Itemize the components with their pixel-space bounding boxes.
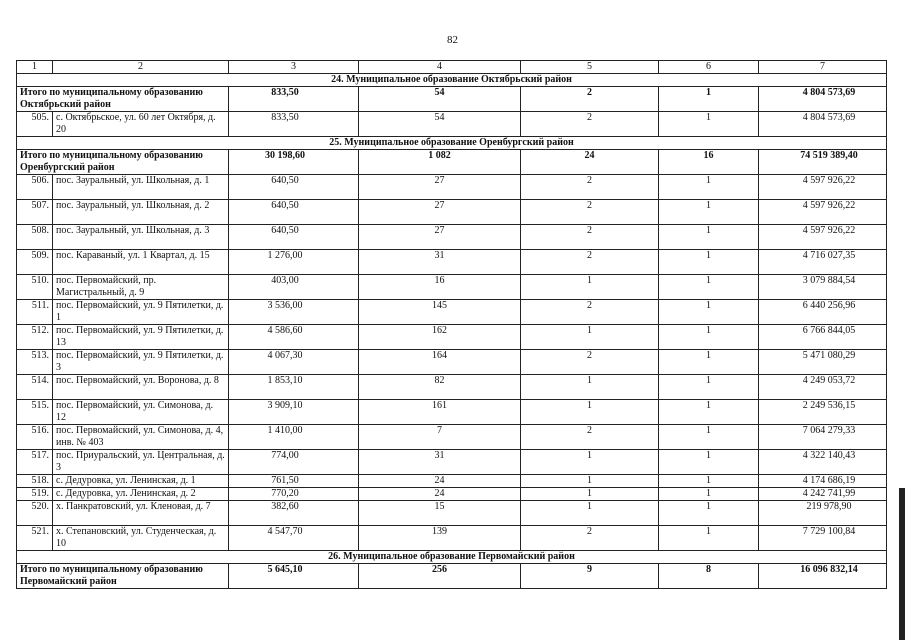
- column-5-cell: 1: [521, 325, 659, 350]
- address-cell: пос. Зауральный, ул. Школьная, д. 3: [53, 225, 229, 250]
- residents-cell: 24: [359, 488, 521, 501]
- row-number-cell: 517.: [17, 450, 53, 475]
- column-5-cell: 1: [521, 475, 659, 488]
- area-cell: 382,60: [229, 501, 359, 526]
- table-row: [17, 425, 887, 450]
- address-cell: х. Степановский, ул. Студенческая, д. 10: [53, 526, 229, 551]
- column-5-cell: 2: [521, 200, 659, 225]
- address-cell: пос. Первомайский, ул. Симонова, д. 4, инв. № 403: [53, 425, 229, 450]
- row-number-cell: 514.: [17, 375, 53, 400]
- cost-cell: 74 519 389,40: [759, 150, 887, 175]
- address-cell: пос. Первомайский, ул. Воронова, д. 8: [53, 375, 229, 400]
- residents-cell: 145: [359, 300, 521, 325]
- table-row: [17, 488, 887, 501]
- address-cell: пос. Первомайский, ул. 9 Пятилетки, д. 13: [53, 325, 229, 350]
- column-number-row: [17, 61, 887, 74]
- cost-cell: 7 729 100,84: [759, 526, 887, 551]
- column-6-cell: 1: [659, 250, 759, 275]
- column-5-cell: 2: [521, 112, 659, 137]
- area-cell: 774,00: [229, 450, 359, 475]
- address-cell: пос. Приуральский, ул. Центральная, д. 3: [53, 450, 229, 475]
- column-6-cell: 1: [659, 400, 759, 425]
- table-row: [17, 450, 887, 475]
- column-5-cell: 2: [521, 425, 659, 450]
- column-5-cell: 9: [521, 564, 659, 589]
- table-row: [17, 400, 887, 425]
- column-number: 4: [359, 61, 521, 74]
- cost-cell: 7 064 279,33: [759, 425, 887, 450]
- total-label: Итого по муниципальному образованию Первомайский район: [17, 564, 229, 589]
- residents-cell: 54: [359, 87, 521, 112]
- area-cell: 403,00: [229, 275, 359, 300]
- column-6-cell: 1: [659, 225, 759, 250]
- cost-cell: 2 249 536,15: [759, 400, 887, 425]
- table-row: [17, 175, 887, 200]
- section-header-row: [17, 137, 887, 150]
- residents-cell: 27: [359, 200, 521, 225]
- area-cell: 1 853,10: [229, 375, 359, 400]
- section-title: 25. Муниципальное образование Оренбургский район: [17, 137, 887, 150]
- column-6-cell: 1: [659, 87, 759, 112]
- column-number: 6: [659, 61, 759, 74]
- residents-cell: 162: [359, 325, 521, 350]
- cost-cell: 6 440 256,96: [759, 300, 887, 325]
- cost-cell: 4 804 573,69: [759, 112, 887, 137]
- row-number-cell: 511.: [17, 300, 53, 325]
- residents-cell: 15: [359, 501, 521, 526]
- total-row: [17, 564, 887, 589]
- column-5-cell: 2: [521, 87, 659, 112]
- residents-cell: 82: [359, 375, 521, 400]
- table-row: [17, 250, 887, 275]
- section-title: 24. Муниципальное образование Октябрьский район: [17, 74, 887, 87]
- cost-cell: 5 471 080,29: [759, 350, 887, 375]
- residents-cell: 1 082: [359, 150, 521, 175]
- address-cell: пос. Первомайский, ул. 9 Пятилетки, д. 1: [53, 300, 229, 325]
- row-number-cell: 510.: [17, 275, 53, 300]
- area-cell: 30 198,60: [229, 150, 359, 175]
- area-cell: 640,50: [229, 225, 359, 250]
- residents-cell: 54: [359, 112, 521, 137]
- row-number-cell: 505.: [17, 112, 53, 137]
- cost-cell: 4 249 053,72: [759, 375, 887, 400]
- area-cell: 1 410,00: [229, 425, 359, 450]
- area-cell: 3 909,10: [229, 400, 359, 425]
- row-number-cell: 521.: [17, 526, 53, 551]
- area-cell: 761,50: [229, 475, 359, 488]
- column-6-cell: 1: [659, 375, 759, 400]
- column-6-cell: 1: [659, 350, 759, 375]
- column-5-cell: 2: [521, 300, 659, 325]
- column-6-cell: 1: [659, 325, 759, 350]
- residents-cell: 256: [359, 564, 521, 589]
- address-cell: х. Панкратовский, ул. Кленовая, д. 7: [53, 501, 229, 526]
- residents-cell: 24: [359, 475, 521, 488]
- column-6-cell: 1: [659, 501, 759, 526]
- residents-cell: 164: [359, 350, 521, 375]
- column-6-cell: 1: [659, 450, 759, 475]
- column-6-cell: 1: [659, 300, 759, 325]
- column-6-cell: 1: [659, 112, 759, 137]
- column-5-cell: 24: [521, 150, 659, 175]
- area-cell: 1 276,00: [229, 250, 359, 275]
- residents-cell: 27: [359, 175, 521, 200]
- residents-cell: 139: [359, 526, 521, 551]
- area-cell: 640,50: [229, 175, 359, 200]
- total-label: Итого по муниципальному образованию Оренбургский район: [17, 150, 229, 175]
- row-number-cell: 516.: [17, 425, 53, 450]
- address-cell: с. Октябрьское, ул. 60 лет Октября, д. 20: [53, 112, 229, 137]
- table-body: [17, 61, 887, 589]
- cost-cell: 4 597 926,22: [759, 225, 887, 250]
- column-5-cell: 1: [521, 488, 659, 501]
- residents-cell: 31: [359, 450, 521, 475]
- column-6-cell: 8: [659, 564, 759, 589]
- area-cell: 4 586,60: [229, 325, 359, 350]
- column-5-cell: 1: [521, 450, 659, 475]
- column-6-cell: 1: [659, 475, 759, 488]
- residents-cell: 16: [359, 275, 521, 300]
- section-header-row: [17, 74, 887, 87]
- table-row: [17, 112, 887, 137]
- column-5-cell: 2: [521, 250, 659, 275]
- section-title: 26. Муниципальное образование Первомайский район: [17, 551, 887, 564]
- row-number-cell: 518.: [17, 475, 53, 488]
- cost-cell: 4 716 027,35: [759, 250, 887, 275]
- section-header-row: [17, 551, 887, 564]
- table-row: [17, 200, 887, 225]
- table-row: [17, 526, 887, 551]
- cost-cell: 3 079 884,54: [759, 275, 887, 300]
- area-cell: 770,20: [229, 488, 359, 501]
- cost-cell: 4 242 741,99: [759, 488, 887, 501]
- row-number-cell: 507.: [17, 200, 53, 225]
- cost-cell: 219 978,90: [759, 501, 887, 526]
- table-row: [17, 225, 887, 250]
- table-row: [17, 375, 887, 400]
- row-number-cell: 508.: [17, 225, 53, 250]
- address-cell: с. Дедуровка, ул. Ленинская, д. 1: [53, 475, 229, 488]
- row-number-cell: 506.: [17, 175, 53, 200]
- table-row: [17, 475, 887, 488]
- table-row: [17, 350, 887, 375]
- cost-cell: 4 597 926,22: [759, 200, 887, 225]
- column-6-cell: 1: [659, 488, 759, 501]
- area-cell: 4 547,70: [229, 526, 359, 551]
- column-5-cell: 2: [521, 526, 659, 551]
- page-number: 82: [447, 34, 458, 46]
- column-5-cell: 2: [521, 175, 659, 200]
- cost-cell: 4 174 686,19: [759, 475, 887, 488]
- cost-cell: 6 766 844,05: [759, 325, 887, 350]
- column-5-cell: 1: [521, 375, 659, 400]
- residents-cell: 31: [359, 250, 521, 275]
- total-label: Итого по муниципальному образованию Октябрьский район: [17, 87, 229, 112]
- scan-edge-mark: [899, 488, 905, 640]
- cost-cell: 4 322 140,43: [759, 450, 887, 475]
- total-row: [17, 87, 887, 112]
- row-number-cell: 512.: [17, 325, 53, 350]
- row-number-cell: 515.: [17, 400, 53, 425]
- address-cell: пос. Зауральный, ул. Школьная, д. 1: [53, 175, 229, 200]
- column-6-cell: 16: [659, 150, 759, 175]
- column-5-cell: 2: [521, 350, 659, 375]
- area-cell: 640,50: [229, 200, 359, 225]
- residents-cell: 27: [359, 225, 521, 250]
- cost-cell: 4 597 926,22: [759, 175, 887, 200]
- column-5-cell: 1: [521, 501, 659, 526]
- residents-cell: 7: [359, 425, 521, 450]
- area-cell: 5 645,10: [229, 564, 359, 589]
- address-cell: пос. Первомайский, пр. Магистральный, д. 9: [53, 275, 229, 300]
- area-cell: 833,50: [229, 87, 359, 112]
- column-number: 1: [17, 61, 53, 74]
- table-row: [17, 275, 887, 300]
- cost-cell: 4 804 573,69: [759, 87, 887, 112]
- table-row: [17, 300, 887, 325]
- column-6-cell: 1: [659, 175, 759, 200]
- area-cell: 4 067,30: [229, 350, 359, 375]
- residents-cell: 161: [359, 400, 521, 425]
- area-cell: 833,50: [229, 112, 359, 137]
- row-number-cell: 509.: [17, 250, 53, 275]
- column-5-cell: 1: [521, 275, 659, 300]
- total-row: [17, 150, 887, 175]
- column-6-cell: 1: [659, 425, 759, 450]
- address-cell: пос. Первомайский, ул. Симонова, д. 12: [53, 400, 229, 425]
- address-cell: пос. Первомайский, ул. 9 Пятилетки, д. 3: [53, 350, 229, 375]
- column-number: 5: [521, 61, 659, 74]
- column-6-cell: 1: [659, 200, 759, 225]
- column-number: 3: [229, 61, 359, 74]
- row-number-cell: 519.: [17, 488, 53, 501]
- column-5-cell: 2: [521, 225, 659, 250]
- row-number-cell: 520.: [17, 501, 53, 526]
- cost-cell: 16 096 832,14: [759, 564, 887, 589]
- column-number: 2: [53, 61, 229, 74]
- column-5-cell: 1: [521, 400, 659, 425]
- address-cell: с. Дедуровка, ул. Ленинская, д. 2: [53, 488, 229, 501]
- housing-table: [16, 60, 887, 589]
- column-6-cell: 1: [659, 275, 759, 300]
- address-cell: пос. Караваный, ул. 1 Квартал, д. 15: [53, 250, 229, 275]
- column-6-cell: 1: [659, 526, 759, 551]
- table-row: [17, 501, 887, 526]
- column-number: 7: [759, 61, 887, 74]
- address-cell: пос. Зауральный, ул. Школьная, д. 2: [53, 200, 229, 225]
- table-row: [17, 325, 887, 350]
- area-cell: 3 536,00: [229, 300, 359, 325]
- row-number-cell: 513.: [17, 350, 53, 375]
